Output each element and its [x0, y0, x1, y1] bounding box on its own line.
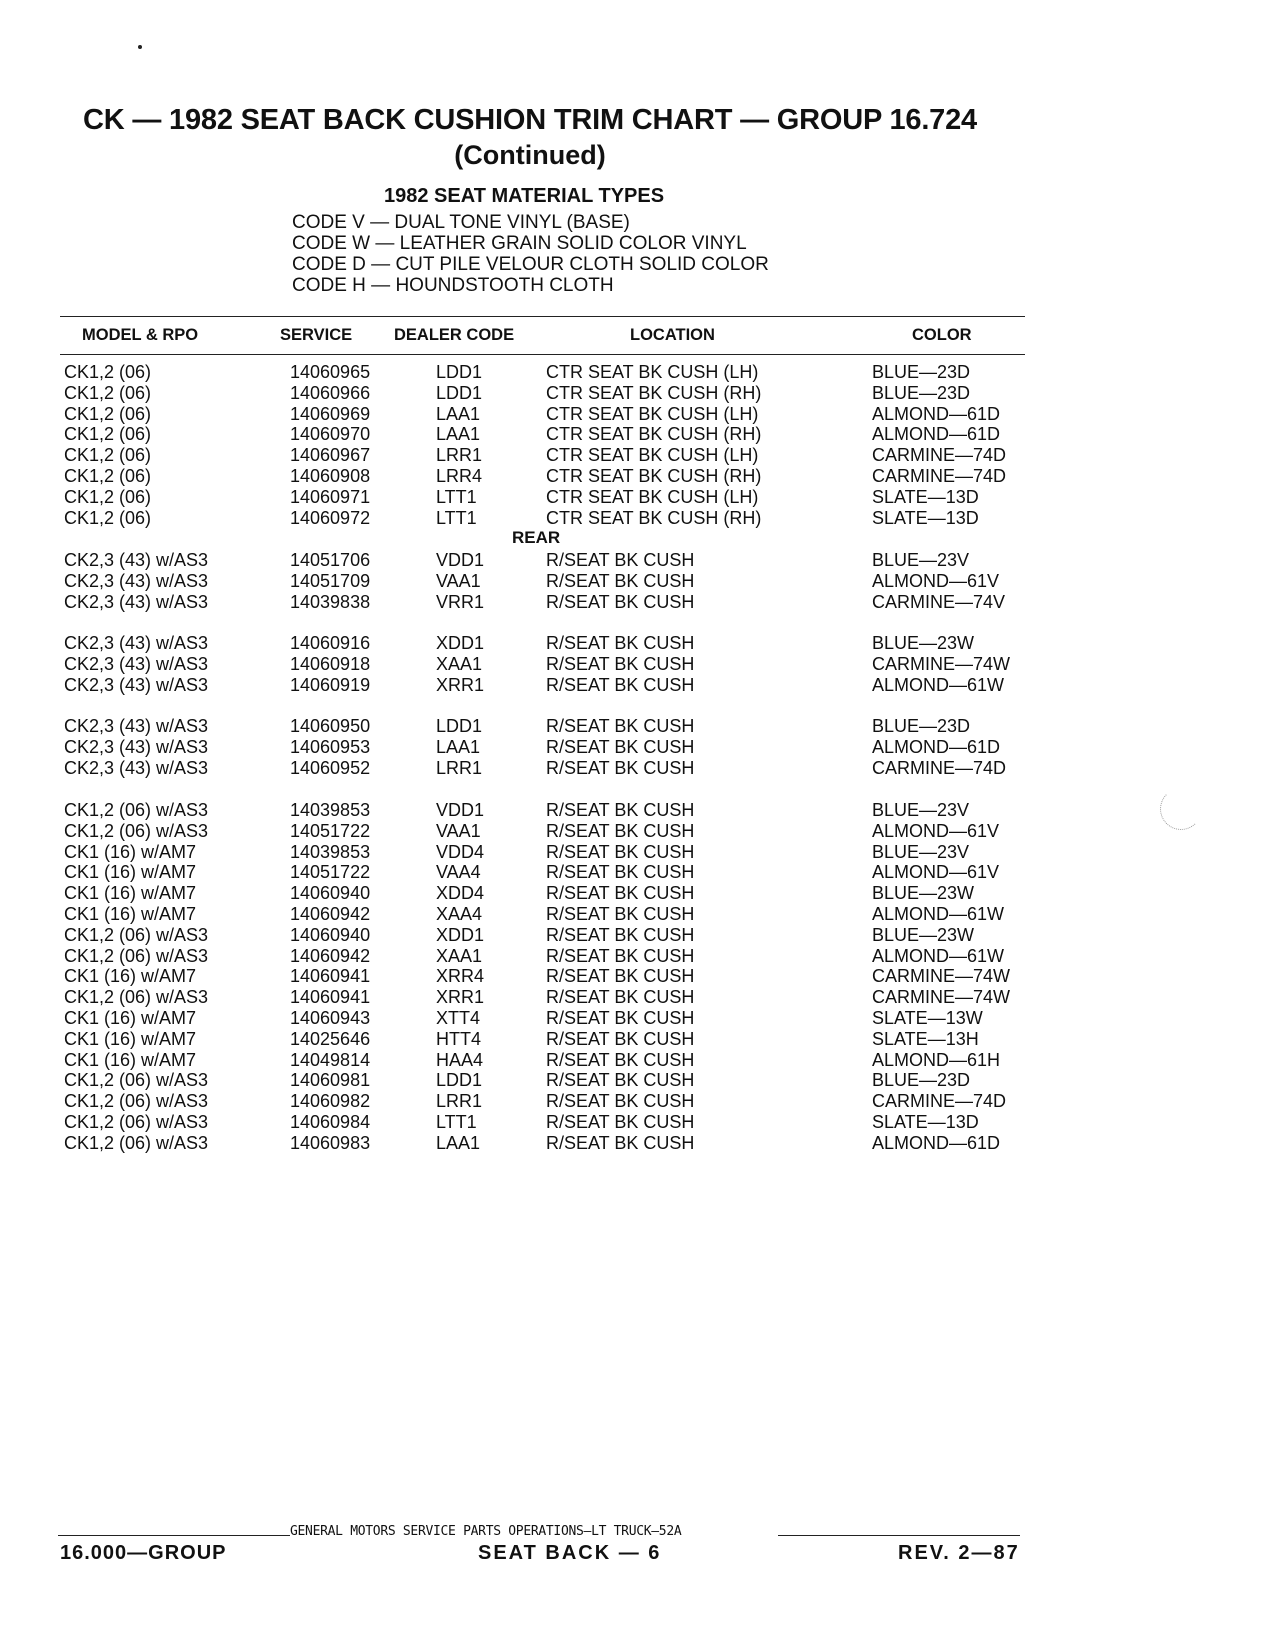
model-cell: CK2,3 (43) w/AS3: [64, 736, 209, 757]
service-number-cell: 14060972: [290, 507, 371, 528]
table-row: [0, 987, 1280, 1008]
location-cell: R/SEAT BK CUSH: [546, 924, 695, 945]
table-row: [0, 362, 1280, 383]
table-row: [0, 716, 1280, 737]
location-cell: R/SEAT BK CUSH: [546, 904, 695, 924]
punch-hole-mark: [1160, 788, 1202, 830]
color-cell: CARMINE—74V: [872, 591, 1006, 612]
color-cell: ALMOND—61H: [872, 1049, 1001, 1070]
model-cell: CK2,3 (43) w/AS3: [64, 550, 209, 570]
service-number-cell: 14051706: [290, 550, 371, 570]
service-number-cell: 14051722: [290, 862, 371, 883]
service-number-cell: 14060970: [290, 424, 371, 445]
service-number-cell: 14039838: [290, 591, 371, 612]
service-number-cell: 14060950: [290, 716, 371, 736]
table-row: [0, 424, 1280, 445]
color-cell: ALMOND—61V: [872, 570, 1000, 591]
service-number-cell: 14060967: [290, 445, 371, 466]
page-title: CK — 1982 SEAT BACK CUSHION TRIM CHART — GROUP 16.724: [83, 104, 977, 136]
model-cell: CK1,2 (06) w/AS3: [64, 1112, 209, 1132]
model-cell: CK2,3 (43) w/AS3: [64, 591, 209, 612]
table-row: [0, 883, 1280, 904]
model-cell: CK1,2 (06): [64, 486, 152, 507]
service-number-cell: 14060966: [290, 382, 371, 403]
rear-section-label: REAR: [512, 528, 561, 547]
service-number-cell: 14060940: [290, 924, 371, 945]
table-row: [0, 592, 1280, 613]
color-cell: SLATE—13H: [872, 1028, 979, 1049]
table-row: [0, 654, 1280, 675]
model-cell: CK2,3 (43) w/AS3: [64, 674, 209, 695]
color-cell: SLATE—13D: [872, 507, 979, 528]
location-cell: CTR SEAT BK CUSH (RH): [546, 507, 762, 528]
model-cell: CK2,3 (43) w/AS3: [64, 757, 209, 778]
dealer-code-cell: LRR1: [436, 445, 483, 466]
dealer-code-cell: LRR1: [436, 1091, 483, 1112]
location-cell: R/SEAT BK CUSH: [546, 945, 695, 966]
location-cell: R/SEAT BK CUSH: [546, 1112, 695, 1132]
dealer-code-cell: LAA1: [436, 403, 481, 424]
service-number-cell: 14060942: [290, 904, 371, 924]
service-number-cell: 14039853: [290, 841, 371, 862]
service-number-cell: 14060952: [290, 757, 371, 778]
location-cell: R/SEAT BK CUSH: [546, 633, 695, 653]
location-cell: R/SEAT BK CUSH: [546, 653, 695, 674]
table-row: [0, 383, 1280, 404]
location-cell: R/SEAT BK CUSH: [546, 1008, 695, 1028]
color-cell: CARMINE—74D: [872, 445, 1007, 466]
service-number-cell: 14060943: [290, 1008, 371, 1028]
location-cell: R/SEAT BK CUSH: [546, 736, 695, 757]
service-number-cell: 14060908: [290, 466, 371, 486]
dealer-code-cell: VAA4: [436, 862, 481, 883]
color-cell: SLATE—13D: [872, 1112, 979, 1132]
table-row: [0, 966, 1280, 987]
dealer-code-cell: LRR1: [436, 757, 483, 778]
dealer-code-cell: XDD1: [436, 924, 485, 945]
location-cell: R/SEAT BK CUSH: [546, 1132, 695, 1153]
service-number-cell: 14060983: [290, 1132, 371, 1153]
service-number-cell: 14060919: [290, 674, 371, 695]
model-cell: CK1,2 (06) w/AS3: [64, 820, 209, 841]
scan-speck: [138, 45, 142, 49]
location-cell: R/SEAT BK CUSH: [546, 550, 695, 570]
dealer-code-cell: LAA1: [436, 736, 481, 757]
service-number-cell: 14060940: [290, 883, 371, 904]
model-cell: CK2,3 (43) w/AS3: [64, 633, 209, 653]
service-number-cell: 14060942: [290, 945, 371, 966]
model-cell: CK1,2 (06): [64, 424, 152, 445]
model-cell: CK1,2 (06): [64, 466, 152, 486]
model-cell: CK2,3 (43) w/AS3: [64, 570, 209, 591]
color-cell: ALMOND—61W: [872, 945, 1005, 966]
table-row: [0, 925, 1280, 946]
table-row: [0, 633, 1280, 654]
dealer-code-cell: VAA1: [436, 570, 481, 591]
table-row: [0, 1050, 1280, 1071]
table-row: [0, 1008, 1280, 1029]
dealer-code-cell: LAA1: [436, 1132, 481, 1153]
location-cell: R/SEAT BK CUSH: [546, 1028, 695, 1049]
dealer-code-cell: XRR4: [436, 966, 485, 987]
service-number-cell: 14060918: [290, 653, 371, 674]
dealer-code-cell: VDD1: [436, 550, 485, 570]
model-cell: CK1,2 (06): [64, 445, 152, 466]
color-cell: CARMINE—74W: [872, 653, 1011, 674]
location-cell: CTR SEAT BK CUSH (LH): [546, 445, 759, 466]
location-cell: R/SEAT BK CUSH: [546, 1070, 695, 1091]
dealer-code-cell: XRR1: [436, 674, 485, 695]
table-row: [0, 800, 1280, 821]
dealer-code-cell: XDD1: [436, 633, 485, 653]
color-cell: BLUE—23D: [872, 362, 971, 382]
color-cell: BLUE—23V: [872, 550, 970, 570]
dealer-code-cell: XAA1: [436, 945, 483, 966]
location-cell: R/SEAT BK CUSH: [546, 591, 695, 612]
location-cell: CTR SEAT BK CUSH (LH): [546, 362, 759, 382]
table-row: [0, 758, 1280, 779]
color-cell: SLATE—13D: [872, 486, 979, 507]
dealer-code-cell: LTT1: [436, 486, 477, 507]
color-cell: CARMINE—74D: [872, 757, 1007, 778]
location-cell: CTR SEAT BK CUSH (LH): [546, 403, 759, 424]
table-row: [0, 487, 1280, 508]
model-cell: CK2,3 (43) w/AS3: [64, 716, 209, 736]
color-cell: ALMOND—61V: [872, 820, 1000, 841]
color-cell: ALMOND—61D: [872, 736, 1001, 757]
table-row: [0, 1112, 1280, 1133]
service-number-cell: 14060969: [290, 403, 371, 424]
table-row: [0, 842, 1280, 863]
color-cell: BLUE—23W: [872, 924, 975, 945]
color-cell: ALMOND—61D: [872, 403, 1001, 424]
location-cell: R/SEAT BK CUSH: [546, 841, 695, 862]
location-cell: R/SEAT BK CUSH: [546, 570, 695, 591]
service-number-cell: 14060971: [290, 486, 371, 507]
dealer-code-cell: LAA1: [436, 424, 481, 445]
column-header-service: SERVICE: [280, 326, 353, 344]
footer-publisher: GENERAL MOTORS SERVICE PARTS OPERATIONS—LT TRUCK—52A: [290, 1524, 682, 1539]
column-header-model: MODEL & RPO: [82, 326, 199, 344]
dealer-code-cell: XAA1: [436, 653, 483, 674]
color-cell: ALMOND—61W: [872, 904, 1005, 924]
column-header-color: COLOR: [912, 326, 972, 344]
footer-rule-right: [778, 1535, 1020, 1536]
location-cell: R/SEAT BK CUSH: [546, 966, 695, 987]
column-header-dealer-code: DEALER CODE: [394, 326, 515, 344]
color-cell: CARMINE—74D: [872, 466, 1007, 486]
dealer-code-cell: HTT4: [436, 1028, 481, 1049]
color-cell: ALMOND—61V: [872, 862, 1000, 883]
model-cell: CK1,2 (06) w/AS3: [64, 945, 209, 966]
table-row: [0, 904, 1280, 925]
table-row: [0, 1091, 1280, 1112]
service-number-cell: 14051722: [290, 820, 371, 841]
service-number-cell: 14060941: [290, 966, 371, 987]
dealer-code-cell: VDD1: [436, 800, 485, 820]
model-cell: CK1,2 (06) w/AS3: [64, 1091, 209, 1112]
model-cell: CK1,2 (06): [64, 403, 152, 424]
color-cell: BLUE—23W: [872, 883, 975, 904]
table-row: [0, 821, 1280, 842]
service-number-cell: 14049814: [290, 1049, 371, 1070]
table-row: [0, 550, 1280, 571]
dealer-code-cell: LTT1: [436, 1112, 477, 1132]
location-cell: R/SEAT BK CUSH: [546, 716, 695, 736]
service-number-cell: 14060965: [290, 362, 371, 382]
table-row: [0, 946, 1280, 967]
table-row: [0, 1029, 1280, 1050]
location-cell: CTR SEAT BK CUSH (LH): [546, 486, 759, 507]
model-cell: CK1,2 (06) w/AS3: [64, 924, 209, 945]
dealer-code-cell: VAA1: [436, 820, 481, 841]
model-cell: CK1 (16) w/AM7: [64, 904, 197, 924]
footer-group: 16.000—GROUP: [60, 1542, 227, 1564]
table-top-rule: [60, 316, 1025, 317]
service-number-cell: 14025646: [290, 1028, 371, 1049]
color-cell: SLATE—13W: [872, 1008, 983, 1028]
dealer-code-cell: LRR4: [436, 466, 483, 486]
model-cell: CK1 (16) w/AM7: [64, 883, 197, 904]
model-cell: CK1,2 (06) w/AS3: [64, 800, 209, 820]
dealer-code-cell: XTT4: [436, 1008, 481, 1028]
model-cell: CK1 (16) w/AM7: [64, 1049, 197, 1070]
material-types-heading: 1982 SEAT MATERIAL TYPES: [384, 185, 665, 207]
model-cell: CK2,3 (43) w/AS3: [64, 653, 209, 674]
location-cell: R/SEAT BK CUSH: [546, 800, 695, 820]
service-number-cell: 14060941: [290, 987, 371, 1008]
table-row: [0, 445, 1280, 466]
model-cell: CK1,2 (06): [64, 382, 152, 403]
dealer-code-cell: VRR1: [436, 591, 485, 612]
dealer-code-cell: LDD1: [436, 716, 483, 736]
material-code-w: CODE W — LEATHER GRAIN SOLID COLOR VINYL: [292, 233, 747, 254]
model-cell: CK1 (16) w/AM7: [64, 862, 197, 883]
model-cell: CK1 (16) w/AM7: [64, 841, 197, 862]
dealer-code-cell: LDD1: [436, 382, 483, 403]
dealer-code-cell: LDD1: [436, 362, 483, 382]
location-cell: R/SEAT BK CUSH: [546, 987, 695, 1008]
location-cell: R/SEAT BK CUSH: [546, 674, 695, 695]
location-cell: R/SEAT BK CUSH: [546, 820, 695, 841]
color-cell: BLUE—23D: [872, 382, 971, 403]
model-cell: CK1,2 (06) w/AS3: [64, 987, 209, 1008]
dealer-code-cell: HAA4: [436, 1049, 484, 1070]
service-number-cell: 14051709: [290, 570, 371, 591]
service-number-cell: 14060982: [290, 1091, 371, 1112]
color-cell: BLUE—23V: [872, 800, 970, 820]
color-cell: BLUE—23D: [872, 716, 971, 736]
color-cell: CARMINE—74W: [872, 966, 1011, 987]
table-row: [0, 466, 1280, 487]
dealer-code-cell: XAA4: [436, 904, 483, 924]
color-cell: BLUE—23W: [872, 633, 975, 653]
dealer-code-cell: XDD4: [436, 883, 485, 904]
location-cell: R/SEAT BK CUSH: [546, 1091, 695, 1112]
model-cell: CK1,2 (06): [64, 507, 152, 528]
color-cell: CARMINE—74W: [872, 987, 1011, 1008]
table-row: [0, 862, 1280, 883]
color-cell: ALMOND—61W: [872, 674, 1005, 695]
location-cell: R/SEAT BK CUSH: [546, 1049, 695, 1070]
table-header-rule: [60, 354, 1025, 355]
material-code-h: CODE H — HOUNDSTOOTH CLOTH: [292, 275, 614, 296]
color-cell: ALMOND—61D: [872, 1132, 1001, 1153]
table-row: [0, 1070, 1280, 1091]
table-row: [0, 1133, 1280, 1154]
location-cell: R/SEAT BK CUSH: [546, 862, 695, 883]
service-number-cell: 14060981: [290, 1070, 371, 1091]
page-subtitle: (Continued): [454, 140, 606, 170]
material-code-d: CODE D — CUT PILE VELOUR CLOTH SOLID COLOR: [292, 254, 769, 275]
model-cell: CK1 (16) w/AM7: [64, 1028, 197, 1049]
dealer-code-cell: LTT1: [436, 507, 477, 528]
location-cell: CTR SEAT BK CUSH (RH): [546, 424, 762, 445]
location-cell: R/SEAT BK CUSH: [546, 883, 695, 904]
material-codes-list: [292, 212, 769, 296]
table-row: [0, 404, 1280, 425]
footer-page-label: SEAT BACK — 6: [478, 1542, 662, 1564]
color-cell: BLUE—23D: [872, 1070, 971, 1091]
location-cell: R/SEAT BK CUSH: [546, 757, 695, 778]
column-header-location: LOCATION: [630, 326, 715, 344]
material-code-v: CODE V — DUAL TONE VINYL (BASE): [292, 212, 630, 233]
service-number-cell: 14039853: [290, 800, 371, 820]
footer-revision: REV. 2—87: [898, 1542, 1020, 1564]
model-cell: CK1,2 (06) w/AS3: [64, 1070, 209, 1091]
location-cell: CTR SEAT BK CUSH (RH): [546, 466, 762, 486]
footer-rule-left: [58, 1535, 290, 1536]
model-cell: CK1 (16) w/AM7: [64, 1008, 197, 1028]
dealer-code-cell: VDD4: [436, 841, 485, 862]
color-cell: CARMINE—74D: [872, 1091, 1007, 1112]
table-row: [0, 571, 1280, 592]
service-number-cell: 14060953: [290, 736, 371, 757]
table-row: [0, 737, 1280, 758]
model-cell: CK1,2 (06): [64, 362, 152, 382]
dealer-code-cell: XRR1: [436, 987, 485, 1008]
color-cell: ALMOND—61D: [872, 424, 1001, 445]
service-number-cell: 14060984: [290, 1112, 371, 1132]
table-row: [0, 675, 1280, 696]
table-row: [0, 508, 1280, 529]
service-number-cell: 14060916: [290, 633, 371, 653]
model-cell: CK1 (16) w/AM7: [64, 966, 197, 987]
location-cell: CTR SEAT BK CUSH (RH): [546, 382, 762, 403]
dealer-code-cell: LDD1: [436, 1070, 483, 1091]
color-cell: BLUE—23V: [872, 841, 970, 862]
model-cell: CK1,2 (06) w/AS3: [64, 1132, 209, 1153]
